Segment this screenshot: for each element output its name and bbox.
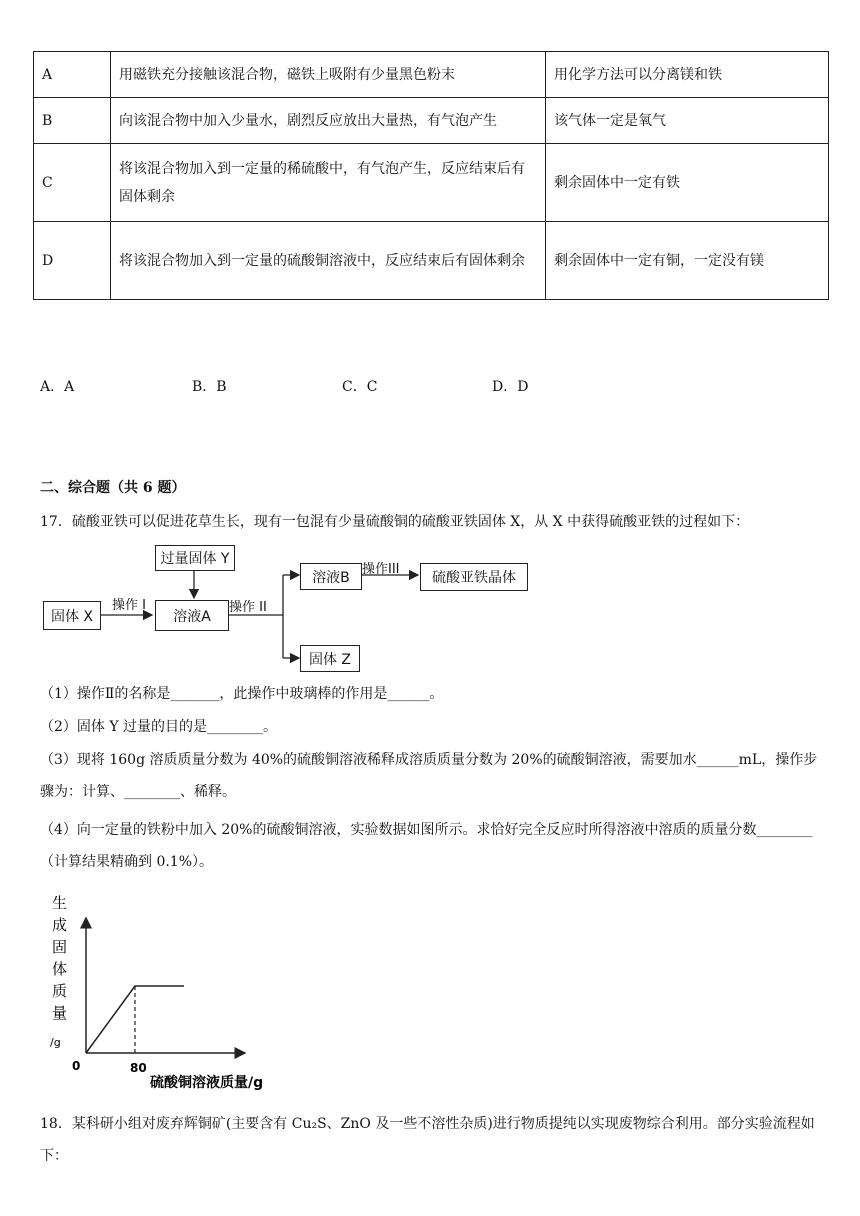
- q17-sub4: （4）向一定量的铁粉中加入 20%的硫酸铜溶液，实验数据如图所示。求恰好完全反应时所得溶液中溶质的质量分数________（计算结果精确到 0.1%）。: [40, 822, 813, 870]
- choice-c[interactable]: C．C: [342, 379, 378, 395]
- crystal-box: 硫酸亚铁晶体: [420, 563, 528, 591]
- y-axis-unit: /g: [50, 1036, 61, 1049]
- solid-x-box: 固体 X: [43, 601, 101, 630]
- operation-1-label: 操作 I: [112, 598, 146, 613]
- option-label: C: [34, 144, 111, 222]
- solution-b-box: 溶液B: [300, 563, 362, 590]
- x-tick-label: 80: [130, 1061, 147, 1075]
- choice-b[interactable]: B．B: [192, 379, 227, 395]
- option-label: A: [34, 52, 111, 98]
- experiment-cell: 将该混合物加入到一定量的硫酸铜溶液中，反应结束后有固体剩余: [111, 222, 546, 300]
- table-row: [34, 98, 829, 144]
- operation-3-label: 操作III: [362, 562, 400, 577]
- option-label: B: [34, 98, 111, 144]
- y-axis-label-char: 质: [52, 982, 68, 1000]
- conclusion-cell: 剩余固体中一定有铜，一定没有镁: [546, 222, 829, 300]
- y-axis-label-char: 生: [52, 894, 68, 912]
- option-label: D: [34, 222, 111, 300]
- section-title: 二、综合题（共 6 题）: [40, 480, 186, 496]
- y-axis-label-char: 体: [52, 960, 68, 978]
- operation-2-label: 操作 II: [229, 600, 267, 615]
- options-table: [33, 51, 829, 300]
- mass-chart: [40, 890, 280, 1090]
- experiment-cell: 向该混合物中加入少量水，剧烈反应放出大量热，有气泡产生: [111, 98, 546, 144]
- table-row: [34, 52, 829, 98]
- y-axis-label: [52, 894, 67, 1022]
- choice-a[interactable]: A．A: [40, 379, 75, 395]
- solid-z-box: 固体 Z: [300, 645, 360, 672]
- q17-sub3: （3）现将 160g 溶质质量分数为 40%的硫酸铜溶液稀释成溶质质量分数为 20%的硫酸铜溶液，需要加水______mL，操作步骤为：计算、________、稀释。: [40, 752, 818, 800]
- excess-solid-y-box: 过量固体 Y: [155, 545, 235, 571]
- origin-label: 0: [72, 1059, 81, 1073]
- experiment-cell: 用磁铁充分接触该混合物，磁铁上吸附有少量黑色粉末: [111, 52, 546, 98]
- experiment-cell: 将该混合物加入到一定量的稀硫酸中，有气泡产生，反应结束后有固体剩余: [111, 144, 546, 222]
- y-axis-label-char: 成: [52, 916, 68, 934]
- table-row: [34, 144, 829, 222]
- y-axis-label-char: 固: [52, 938, 68, 956]
- conclusion-cell: 剩余固体中一定有铁: [546, 144, 829, 222]
- solution-a-box: 溶液A: [155, 600, 229, 631]
- table-row: [34, 222, 829, 300]
- q17-sub2: （2）固体 Y 过量的目的是________。: [40, 719, 278, 735]
- choice-d[interactable]: D．D: [492, 379, 529, 395]
- y-axis-label-char: 量: [52, 1004, 68, 1022]
- q17-sub1: （1）操作Ⅱ的名称是_______，此操作中玻璃棒的作用是______。: [40, 686, 444, 702]
- q17-stem: 17．硫酸亚铁可以促进花草生长，现有一包混有少量硫酸铜的硫酸亚铁固体 X，从 X 中获得硫酸亚铁的过程如下：: [40, 514, 750, 530]
- q18-stem: 18．某科研小组对废弃辉铜矿(主要含有 Cu₂S、ZnO 及一些不溶性杂质)进行物质提纯以实现废物综合利用。部分实验流程如下：: [40, 1116, 815, 1164]
- conclusion-cell: 用化学方法可以分离镁和铁: [546, 52, 829, 98]
- x-axis-label: 硫酸铜溶液质量/g: [150, 1075, 264, 1090]
- conclusion-cell: 该气体一定是氧气: [546, 98, 829, 144]
